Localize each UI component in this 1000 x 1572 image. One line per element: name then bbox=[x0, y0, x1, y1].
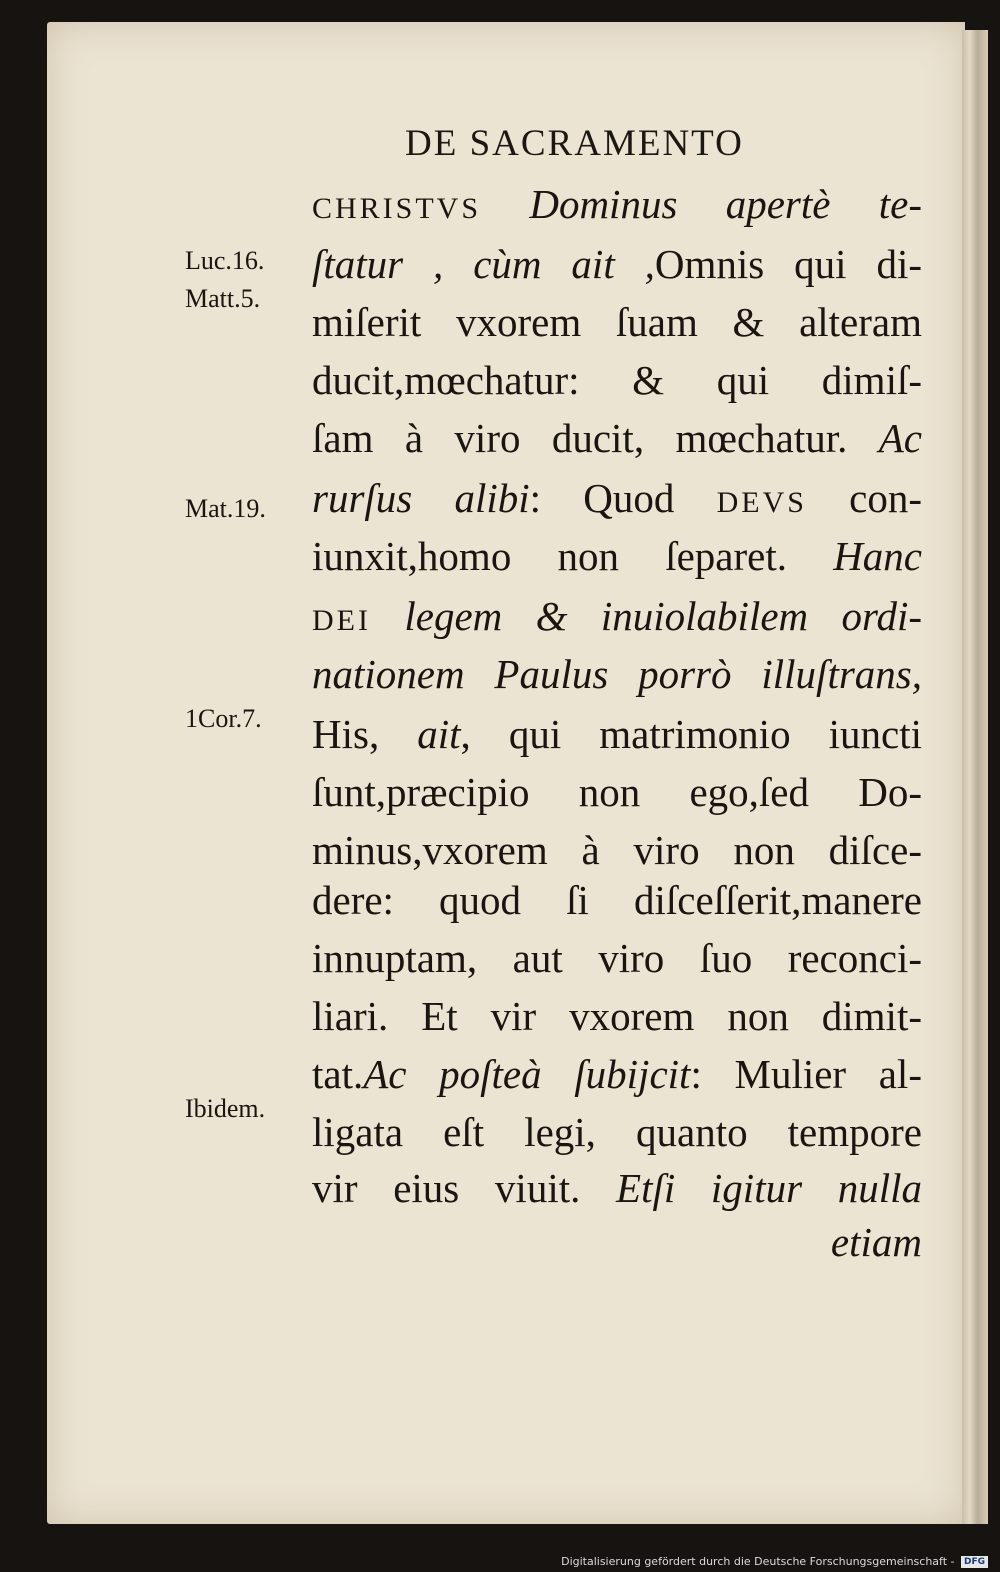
text-segment: innuptam, aut viro ſuo reconci- bbox=[312, 935, 922, 981]
digitization-credit bbox=[561, 1555, 988, 1568]
credit-text: Digitalisierung gefördert durch die Deutsche Forschungsgemeinschaft - bbox=[561, 1555, 955, 1568]
page-edge bbox=[962, 30, 988, 1524]
text-line bbox=[312, 876, 922, 924]
text-line bbox=[312, 826, 922, 874]
text-segment: minus,vxorem à viro non diſce- bbox=[312, 827, 922, 873]
text-segment: ſtatur , cùm ait , bbox=[312, 241, 655, 287]
text-segment: : Quod bbox=[529, 475, 717, 521]
dfg-logo: DFG bbox=[961, 1556, 988, 1568]
text-line bbox=[312, 710, 922, 758]
text-line bbox=[312, 532, 922, 580]
text-line bbox=[312, 650, 922, 698]
text-segment: ducit,mœchatur: & qui dimiſ- bbox=[312, 357, 922, 403]
text-line bbox=[312, 240, 922, 288]
text-segment: Etſi igitur nulla bbox=[616, 1165, 922, 1211]
text-line bbox=[312, 414, 922, 462]
text-line bbox=[312, 992, 922, 1040]
text-segment: ſam à viro ducit, mœchatur. bbox=[312, 415, 879, 461]
text-segment: liari. Et vir vxorem non dimit- bbox=[312, 993, 922, 1039]
text-line bbox=[312, 768, 922, 816]
text-segment: nationem Paulus porrò illuſtrans, bbox=[312, 651, 922, 697]
text-segment: etiam bbox=[830, 1219, 922, 1265]
text-segment: tat. bbox=[312, 1051, 364, 1097]
text-line bbox=[312, 934, 922, 982]
text-line bbox=[312, 592, 922, 640]
text-line bbox=[312, 1164, 922, 1212]
margin-note-matt: Matt.5. bbox=[185, 284, 261, 313]
text-line bbox=[312, 1050, 922, 1098]
text-segment: legem & inuiolabilem ordi- bbox=[370, 593, 922, 639]
text-segment: His, bbox=[312, 711, 418, 757]
text-line bbox=[312, 356, 922, 404]
text-segment: miſerit vxorem ſuam & alteram bbox=[312, 299, 922, 345]
text-segment: , qui matrimonio iuncti bbox=[460, 711, 922, 757]
text-line bbox=[312, 180, 922, 228]
text-segment: vir eius viuit. bbox=[312, 1165, 617, 1211]
margin-note-cor: 1Cor.7. bbox=[185, 704, 262, 733]
text-segment: con- bbox=[806, 475, 923, 521]
text-segment: CHRISTVS bbox=[312, 192, 482, 225]
text-segment: Ac poſteà ſubijcit bbox=[363, 1051, 691, 1097]
text-segment: : Mulier al- bbox=[690, 1051, 922, 1097]
text-segment: iunxit,homo non ſeparet. bbox=[312, 533, 834, 579]
margin-note-mat: Mat.19. bbox=[185, 494, 266, 523]
text-segment: Ac bbox=[878, 415, 922, 461]
margin-note-ibidem: Ibidem. bbox=[185, 1094, 266, 1123]
text-line bbox=[312, 474, 922, 522]
text-segment: Hanc bbox=[833, 533, 922, 579]
text-line bbox=[312, 298, 922, 346]
text-segment: Omnis qui di- bbox=[654, 241, 922, 287]
text-segment: DEVS bbox=[716, 486, 807, 519]
text-segment: dere: quod ſi diſceſſerit,manere bbox=[312, 877, 922, 923]
text-segment: DEI bbox=[312, 604, 371, 637]
text-segment: rurſus alibi bbox=[312, 475, 530, 521]
text-segment: ait bbox=[417, 711, 461, 757]
margin-note-luc: Luc.16. bbox=[185, 246, 265, 275]
text-segment: ſunt,præcipio non ego,ſed Do- bbox=[312, 769, 922, 815]
text-segment: Dominus apertè te- bbox=[481, 181, 922, 227]
text-line bbox=[312, 1218, 922, 1266]
text-segment: ligata eſt legi, quanto tempore bbox=[312, 1109, 922, 1155]
running-heading: DE SACRAMENTO bbox=[405, 123, 744, 164]
text-line bbox=[312, 1108, 922, 1156]
